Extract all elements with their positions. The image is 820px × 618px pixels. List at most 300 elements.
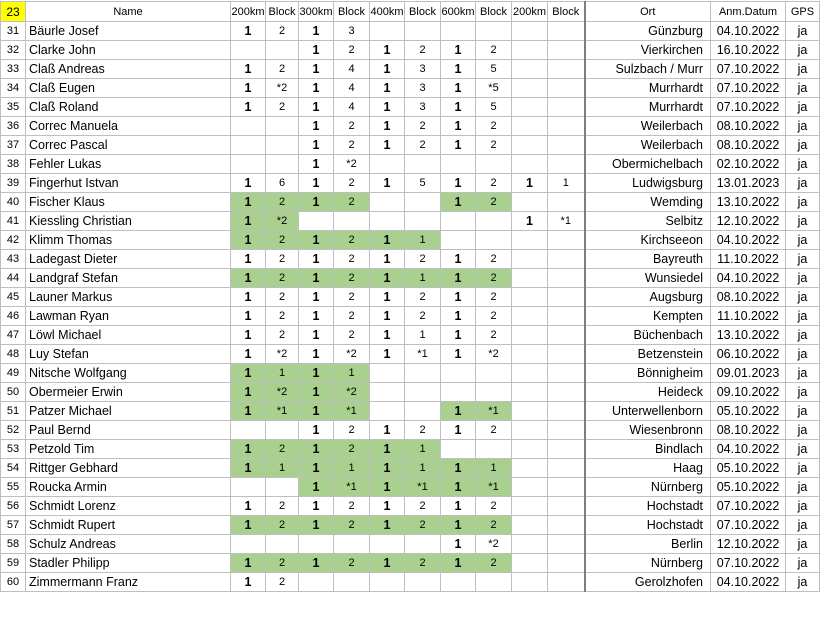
block-200-cell[interactable] xyxy=(266,117,299,136)
row-number-cell[interactable]: 39 xyxy=(1,174,26,193)
anm-datum-cell[interactable]: 08.10.2022 xyxy=(711,117,786,136)
block-600-cell[interactable] xyxy=(476,155,512,174)
row-number-cell[interactable]: 56 xyxy=(1,497,26,516)
400km-cell[interactable] xyxy=(370,383,405,402)
300km-cell[interactable]: 1 xyxy=(299,231,334,250)
400km-cell[interactable]: 1 xyxy=(370,421,405,440)
block-600-cell[interactable]: 2 xyxy=(476,554,512,573)
row-number-cell[interactable]: 53 xyxy=(1,440,26,459)
200km-2-cell[interactable] xyxy=(512,421,548,440)
anm-datum-cell[interactable]: 04.10.2022 xyxy=(711,573,786,592)
name-cell[interactable]: Klimm Thomas xyxy=(26,231,231,250)
block-300-cell[interactable]: *2 xyxy=(334,383,370,402)
name-cell[interactable]: Bäurle Josef xyxy=(26,22,231,41)
gps-cell[interactable]: ja xyxy=(786,193,820,212)
block-400-cell[interactable]: 3 xyxy=(405,60,441,79)
block-200-2-cell[interactable] xyxy=(548,288,585,307)
header-200km[interactable]: 200km xyxy=(231,2,266,22)
400km-cell[interactable]: 1 xyxy=(370,174,405,193)
name-cell[interactable]: Ladegast Dieter xyxy=(26,250,231,269)
200km-cell[interactable]: 1 xyxy=(231,98,266,117)
block-200-cell[interactable]: 2 xyxy=(266,440,299,459)
ort-cell[interactable]: Nürnberg xyxy=(585,554,711,573)
row-number-cell[interactable]: 37 xyxy=(1,136,26,155)
300km-cell[interactable]: 1 xyxy=(299,554,334,573)
anm-datum-cell[interactable]: 05.10.2022 xyxy=(711,478,786,497)
200km-cell[interactable] xyxy=(231,535,266,554)
300km-cell[interactable]: 1 xyxy=(299,402,334,421)
block-200-2-cell[interactable] xyxy=(548,573,585,592)
600km-cell[interactable]: 1 xyxy=(441,288,476,307)
name-cell[interactable]: Paul Bernd xyxy=(26,421,231,440)
anm-datum-cell[interactable]: 08.10.2022 xyxy=(711,421,786,440)
gps-cell[interactable]: ja xyxy=(786,98,820,117)
200km-cell[interactable]: 1 xyxy=(231,79,266,98)
block-200-cell[interactable] xyxy=(266,421,299,440)
300km-cell[interactable]: 1 xyxy=(299,60,334,79)
row-number-cell[interactable]: 38 xyxy=(1,155,26,174)
gps-cell[interactable]: ja xyxy=(786,212,820,231)
300km-cell[interactable]: 1 xyxy=(299,459,334,478)
block-400-cell[interactable]: 1 xyxy=(405,326,441,345)
400km-cell[interactable]: 1 xyxy=(370,497,405,516)
gps-cell[interactable]: ja xyxy=(786,250,820,269)
gps-cell[interactable]: ja xyxy=(786,155,820,174)
gps-cell[interactable]: ja xyxy=(786,535,820,554)
row-number-cell[interactable]: 60 xyxy=(1,573,26,592)
300km-cell[interactable]: 1 xyxy=(299,307,334,326)
header-300km[interactable]: 300km xyxy=(299,2,334,22)
name-cell[interactable]: Rittger Gebhard xyxy=(26,459,231,478)
block-400-cell[interactable] xyxy=(405,155,441,174)
block-600-cell[interactable]: 2 xyxy=(476,136,512,155)
block-400-cell[interactable]: 2 xyxy=(405,516,441,535)
ort-cell[interactable]: Weilerbach xyxy=(585,117,711,136)
300km-cell[interactable]: 1 xyxy=(299,22,334,41)
block-200-2-cell[interactable] xyxy=(548,421,585,440)
gps-cell[interactable]: ja xyxy=(786,383,820,402)
block-300-cell[interactable]: 2 xyxy=(334,440,370,459)
300km-cell[interactable]: 1 xyxy=(299,155,334,174)
gps-cell[interactable]: ja xyxy=(786,136,820,155)
block-600-cell[interactable]: 2 xyxy=(476,516,512,535)
block-600-cell[interactable] xyxy=(476,364,512,383)
name-cell[interactable]: Lawman Ryan xyxy=(26,307,231,326)
200km-2-cell[interactable] xyxy=(512,402,548,421)
300km-cell[interactable]: 1 xyxy=(299,193,334,212)
block-300-cell[interactable]: 2 xyxy=(334,193,370,212)
ort-cell[interactable]: Murrhardt xyxy=(585,98,711,117)
block-300-cell[interactable] xyxy=(334,573,370,592)
row-number-cell[interactable]: 36 xyxy=(1,117,26,136)
block-200-cell[interactable]: 2 xyxy=(266,269,299,288)
block-200-2-cell[interactable] xyxy=(548,478,585,497)
anm-datum-cell[interactable]: 09.01.2023 xyxy=(711,364,786,383)
row-number-cell[interactable]: 54 xyxy=(1,459,26,478)
400km-cell[interactable]: 1 xyxy=(370,136,405,155)
200km-cell[interactable] xyxy=(231,478,266,497)
200km-cell[interactable]: 1 xyxy=(231,345,266,364)
block-400-cell[interactable]: 1 xyxy=(405,231,441,250)
600km-cell[interactable]: 1 xyxy=(441,478,476,497)
400km-cell[interactable]: 1 xyxy=(370,307,405,326)
300km-cell[interactable]: 1 xyxy=(299,421,334,440)
block-200-2-cell[interactable] xyxy=(548,231,585,250)
header-200km-2[interactable]: 200km xyxy=(512,2,548,22)
block-300-cell[interactable]: 1 xyxy=(334,459,370,478)
block-400-cell[interactable]: 2 xyxy=(405,307,441,326)
200km-cell[interactable]: 1 xyxy=(231,459,266,478)
gps-cell[interactable]: ja xyxy=(786,117,820,136)
block-200-cell[interactable]: 1 xyxy=(266,364,299,383)
anm-datum-cell[interactable]: 07.10.2022 xyxy=(711,497,786,516)
anm-datum-cell[interactable]: 04.10.2022 xyxy=(711,269,786,288)
ort-cell[interactable]: Kempten xyxy=(585,307,711,326)
block-400-cell[interactable]: 1 xyxy=(405,269,441,288)
200km-cell[interactable] xyxy=(231,41,266,60)
row-number-cell[interactable]: 35 xyxy=(1,98,26,117)
200km-2-cell[interactable] xyxy=(512,440,548,459)
anm-datum-cell[interactable]: 02.10.2022 xyxy=(711,155,786,174)
block-200-cell[interactable]: 2 xyxy=(266,497,299,516)
gps-cell[interactable]: ja xyxy=(786,364,820,383)
block-200-2-cell[interactable] xyxy=(548,516,585,535)
name-cell[interactable]: Fehler Lukas xyxy=(26,155,231,174)
200km-2-cell[interactable] xyxy=(512,364,548,383)
200km-cell[interactable] xyxy=(231,117,266,136)
200km-2-cell[interactable] xyxy=(512,307,548,326)
300km-cell[interactable]: 1 xyxy=(299,41,334,60)
block-600-cell[interactable]: 2 xyxy=(476,421,512,440)
anm-datum-cell[interactable]: 05.10.2022 xyxy=(711,459,786,478)
name-cell[interactable]: Schmidt Rupert xyxy=(26,516,231,535)
block-400-cell[interactable]: 3 xyxy=(405,79,441,98)
200km-cell[interactable]: 1 xyxy=(231,250,266,269)
block-200-2-cell[interactable] xyxy=(548,364,585,383)
block-200-2-cell[interactable] xyxy=(548,307,585,326)
block-300-cell[interactable]: 2 xyxy=(334,554,370,573)
600km-cell[interactable]: 1 xyxy=(441,307,476,326)
200km-cell[interactable]: 1 xyxy=(231,364,266,383)
name-cell[interactable]: Roucka Armin xyxy=(26,478,231,497)
block-300-cell[interactable]: *2 xyxy=(334,155,370,174)
400km-cell[interactable]: 1 xyxy=(370,345,405,364)
block-300-cell[interactable]: *1 xyxy=(334,478,370,497)
anm-datum-cell[interactable]: 04.10.2022 xyxy=(711,440,786,459)
200km-cell[interactable]: 1 xyxy=(231,516,266,535)
200km-cell[interactable]: 1 xyxy=(231,60,266,79)
400km-cell[interactable]: 1 xyxy=(370,459,405,478)
block-400-cell[interactable]: 2 xyxy=(405,136,441,155)
ort-cell[interactable]: Selbitz xyxy=(585,212,711,231)
block-600-cell[interactable]: 2 xyxy=(476,41,512,60)
name-cell[interactable]: Landgraf Stefan xyxy=(26,269,231,288)
ort-cell[interactable]: Büchenbach xyxy=(585,326,711,345)
block-600-cell[interactable] xyxy=(476,212,512,231)
block-300-cell[interactable]: 4 xyxy=(334,98,370,117)
block-200-2-cell[interactable] xyxy=(548,383,585,402)
block-600-cell[interactable]: 2 xyxy=(476,497,512,516)
block-300-cell[interactable]: 2 xyxy=(334,326,370,345)
name-cell[interactable]: Nitsche Wolfgang xyxy=(26,364,231,383)
block-200-cell[interactable]: *2 xyxy=(266,79,299,98)
600km-cell[interactable] xyxy=(441,155,476,174)
block-200-2-cell[interactable] xyxy=(548,117,585,136)
600km-cell[interactable] xyxy=(441,22,476,41)
name-cell[interactable]: Löwl Michael xyxy=(26,326,231,345)
block-300-cell[interactable]: 2 xyxy=(334,307,370,326)
block-300-cell[interactable]: 2 xyxy=(334,41,370,60)
600km-cell[interactable] xyxy=(441,573,476,592)
400km-cell[interactable]: 1 xyxy=(370,269,405,288)
600km-cell[interactable]: 1 xyxy=(441,193,476,212)
block-200-2-cell[interactable] xyxy=(548,497,585,516)
name-cell[interactable]: Claß Eugen xyxy=(26,79,231,98)
row-number-cell[interactable]: 46 xyxy=(1,307,26,326)
600km-cell[interactable]: 1 xyxy=(441,98,476,117)
row-number-cell[interactable]: 43 xyxy=(1,250,26,269)
block-300-cell[interactable]: 2 xyxy=(334,174,370,193)
200km-2-cell[interactable] xyxy=(512,345,548,364)
200km-2-cell[interactable] xyxy=(512,478,548,497)
block-400-cell[interactable]: *1 xyxy=(405,478,441,497)
ort-cell[interactable]: Bayreuth xyxy=(585,250,711,269)
block-600-cell[interactable] xyxy=(476,231,512,250)
200km-cell[interactable] xyxy=(231,155,266,174)
block-200-2-cell[interactable] xyxy=(548,326,585,345)
400km-cell[interactable] xyxy=(370,402,405,421)
block-300-cell[interactable]: 2 xyxy=(334,497,370,516)
block-600-cell[interactable]: 2 xyxy=(476,326,512,345)
block-400-cell[interactable]: *1 xyxy=(405,345,441,364)
600km-cell[interactable]: 1 xyxy=(441,250,476,269)
400km-cell[interactable]: 1 xyxy=(370,478,405,497)
block-400-cell[interactable] xyxy=(405,212,441,231)
200km-2-cell[interactable] xyxy=(512,98,548,117)
block-600-cell[interactable]: *2 xyxy=(476,535,512,554)
block-600-cell[interactable]: 2 xyxy=(476,117,512,136)
row-number-cell[interactable]: 59 xyxy=(1,554,26,573)
block-600-cell[interactable]: 2 xyxy=(476,269,512,288)
anm-datum-cell[interactable]: 12.10.2022 xyxy=(711,535,786,554)
400km-cell[interactable]: 1 xyxy=(370,440,405,459)
row-number-cell[interactable]: 55 xyxy=(1,478,26,497)
600km-cell[interactable] xyxy=(441,383,476,402)
header-ort[interactable]: Ort xyxy=(585,2,711,22)
block-300-cell[interactable]: 4 xyxy=(334,60,370,79)
anm-datum-cell[interactable]: 11.10.2022 xyxy=(711,250,786,269)
block-600-cell[interactable]: 2 xyxy=(476,250,512,269)
block-400-cell[interactable]: 2 xyxy=(405,497,441,516)
block-200-2-cell[interactable] xyxy=(548,554,585,573)
block-400-cell[interactable] xyxy=(405,573,441,592)
ort-cell[interactable]: Hochstadt xyxy=(585,497,711,516)
400km-cell[interactable] xyxy=(370,212,405,231)
block-400-cell[interactable]: 2 xyxy=(405,117,441,136)
anm-datum-cell[interactable]: 04.10.2022 xyxy=(711,22,786,41)
block-600-cell[interactable] xyxy=(476,22,512,41)
block-400-cell[interactable]: 1 xyxy=(405,440,441,459)
300km-cell[interactable]: 1 xyxy=(299,98,334,117)
block-400-cell[interactable] xyxy=(405,193,441,212)
200km-2-cell[interactable] xyxy=(512,554,548,573)
name-cell[interactable]: Schulz Andreas xyxy=(26,535,231,554)
300km-cell[interactable]: 1 xyxy=(299,117,334,136)
name-cell[interactable]: Zimmermann Franz xyxy=(26,573,231,592)
200km-2-cell[interactable] xyxy=(512,459,548,478)
block-400-cell[interactable]: 2 xyxy=(405,250,441,269)
block-600-cell[interactable]: *2 xyxy=(476,345,512,364)
block-600-cell[interactable] xyxy=(476,440,512,459)
ort-cell[interactable]: Berlin xyxy=(585,535,711,554)
name-cell[interactable]: Luy Stefan xyxy=(26,345,231,364)
name-cell[interactable]: Schmidt Lorenz xyxy=(26,497,231,516)
gps-cell[interactable]: ja xyxy=(786,326,820,345)
block-400-cell[interactable] xyxy=(405,402,441,421)
300km-cell[interactable] xyxy=(299,535,334,554)
200km-2-cell[interactable] xyxy=(512,117,548,136)
ort-cell[interactable]: Nürnberg xyxy=(585,478,711,497)
block-200-cell[interactable] xyxy=(266,136,299,155)
anm-datum-cell[interactable]: 07.10.2022 xyxy=(711,98,786,117)
ort-cell[interactable]: Kirchseeon xyxy=(585,231,711,250)
gps-cell[interactable]: ja xyxy=(786,402,820,421)
block-200-2-cell[interactable] xyxy=(548,22,585,41)
block-200-2-cell[interactable] xyxy=(548,41,585,60)
row-number-cell[interactable]: 58 xyxy=(1,535,26,554)
block-200-cell[interactable] xyxy=(266,155,299,174)
block-300-cell[interactable]: 3 xyxy=(334,22,370,41)
300km-cell[interactable]: 1 xyxy=(299,364,334,383)
ort-cell[interactable]: Unterwellenborn xyxy=(585,402,711,421)
block-300-cell[interactable]: *1 xyxy=(334,402,370,421)
anm-datum-cell[interactable]: 13.01.2023 xyxy=(711,174,786,193)
ort-cell[interactable]: Gerolzhofen xyxy=(585,573,711,592)
anm-datum-cell[interactable]: 04.10.2022 xyxy=(711,231,786,250)
600km-cell[interactable]: 1 xyxy=(441,174,476,193)
row-number-cell[interactable]: 34 xyxy=(1,79,26,98)
600km-cell[interactable]: 1 xyxy=(441,421,476,440)
anm-datum-cell[interactable]: 07.10.2022 xyxy=(711,554,786,573)
400km-cell[interactable]: 1 xyxy=(370,250,405,269)
name-cell[interactable]: Correc Manuela xyxy=(26,117,231,136)
gps-cell[interactable]: ja xyxy=(786,174,820,193)
gps-cell[interactable]: ja xyxy=(786,41,820,60)
block-200-2-cell[interactable] xyxy=(548,269,585,288)
300km-cell[interactable]: 1 xyxy=(299,478,334,497)
block-200-2-cell[interactable] xyxy=(548,535,585,554)
block-300-cell[interactable]: *2 xyxy=(334,345,370,364)
gps-cell[interactable]: ja xyxy=(786,60,820,79)
block-200-2-cell[interactable]: *1 xyxy=(548,212,585,231)
200km-2-cell[interactable]: 1 xyxy=(512,174,548,193)
block-300-cell[interactable]: 2 xyxy=(334,250,370,269)
block-200-2-cell[interactable] xyxy=(548,60,585,79)
block-200-2-cell[interactable] xyxy=(548,193,585,212)
gps-cell[interactable]: ja xyxy=(786,573,820,592)
300km-cell[interactable]: 1 xyxy=(299,174,334,193)
ort-cell[interactable]: Wunsiedel xyxy=(585,269,711,288)
header-gps[interactable]: GPS xyxy=(786,2,820,22)
ort-cell[interactable]: Obermichelbach xyxy=(585,155,711,174)
gps-cell[interactable]: ja xyxy=(786,554,820,573)
block-200-cell[interactable]: *1 xyxy=(266,402,299,421)
row-number-cell[interactable]: 51 xyxy=(1,402,26,421)
200km-2-cell[interactable] xyxy=(512,535,548,554)
200km-2-cell[interactable] xyxy=(512,193,548,212)
200km-2-cell[interactable] xyxy=(512,383,548,402)
block-600-cell[interactable]: 5 xyxy=(476,98,512,117)
ort-cell[interactable]: Heideck xyxy=(585,383,711,402)
200km-2-cell[interactable] xyxy=(512,250,548,269)
ort-cell[interactable]: Sulzbach / Murr xyxy=(585,60,711,79)
block-600-cell[interactable]: 2 xyxy=(476,193,512,212)
400km-cell[interactable] xyxy=(370,193,405,212)
200km-cell[interactable]: 1 xyxy=(231,174,266,193)
ort-cell[interactable]: Augsburg xyxy=(585,288,711,307)
block-400-cell[interactable] xyxy=(405,364,441,383)
block-600-cell[interactable]: *5 xyxy=(476,79,512,98)
block-200-cell[interactable]: 2 xyxy=(266,326,299,345)
gps-cell[interactable]: ja xyxy=(786,288,820,307)
block-300-cell[interactable]: 1 xyxy=(334,364,370,383)
200km-cell[interactable]: 1 xyxy=(231,326,266,345)
400km-cell[interactable] xyxy=(370,535,405,554)
200km-2-cell[interactable] xyxy=(512,155,548,174)
ort-cell[interactable]: Wiesenbronn xyxy=(585,421,711,440)
400km-cell[interactable]: 1 xyxy=(370,288,405,307)
600km-cell[interactable]: 1 xyxy=(441,269,476,288)
block-200-cell[interactable]: 2 xyxy=(266,231,299,250)
header-anm-datum[interactable]: Anm.Datum xyxy=(711,2,786,22)
300km-cell[interactable]: 1 xyxy=(299,383,334,402)
200km-cell[interactable]: 1 xyxy=(231,212,266,231)
name-cell[interactable]: Kiessling Christian xyxy=(26,212,231,231)
400km-cell[interactable]: 1 xyxy=(370,326,405,345)
anm-datum-cell[interactable]: 13.10.2022 xyxy=(711,326,786,345)
block-200-cell[interactable]: 6 xyxy=(266,174,299,193)
gps-cell[interactable]: ja xyxy=(786,440,820,459)
row-number-cell[interactable]: 52 xyxy=(1,421,26,440)
200km-cell[interactable]: 1 xyxy=(231,440,266,459)
ort-cell[interactable]: Bönnigheim xyxy=(585,364,711,383)
row-number-cell[interactable]: 41 xyxy=(1,212,26,231)
600km-cell[interactable] xyxy=(441,212,476,231)
block-600-cell[interactable] xyxy=(476,573,512,592)
header-400km[interactable]: 400km xyxy=(370,2,405,22)
gps-cell[interactable]: ja xyxy=(786,516,820,535)
200km-cell[interactable]: 1 xyxy=(231,402,266,421)
name-cell[interactable]: Claß Roland xyxy=(26,98,231,117)
header-600km[interactable]: 600km xyxy=(441,2,476,22)
ort-cell[interactable]: Weilerbach xyxy=(585,136,711,155)
400km-cell[interactable] xyxy=(370,155,405,174)
600km-cell[interactable]: 1 xyxy=(441,117,476,136)
block-300-cell[interactable]: 2 xyxy=(334,421,370,440)
ort-cell[interactable]: Haag xyxy=(585,459,711,478)
600km-cell[interactable] xyxy=(441,364,476,383)
block-400-cell[interactable]: 2 xyxy=(405,421,441,440)
ort-cell[interactable]: Murrhardt xyxy=(585,79,711,98)
row-number-cell[interactable]: 50 xyxy=(1,383,26,402)
600km-cell[interactable]: 1 xyxy=(441,497,476,516)
block-400-cell[interactable]: 2 xyxy=(405,41,441,60)
400km-cell[interactable] xyxy=(370,364,405,383)
block-200-cell[interactable]: 2 xyxy=(266,554,299,573)
200km-cell[interactable]: 1 xyxy=(231,307,266,326)
200km-cell[interactable]: 1 xyxy=(231,554,266,573)
block-600-cell[interactable]: 2 xyxy=(476,174,512,193)
